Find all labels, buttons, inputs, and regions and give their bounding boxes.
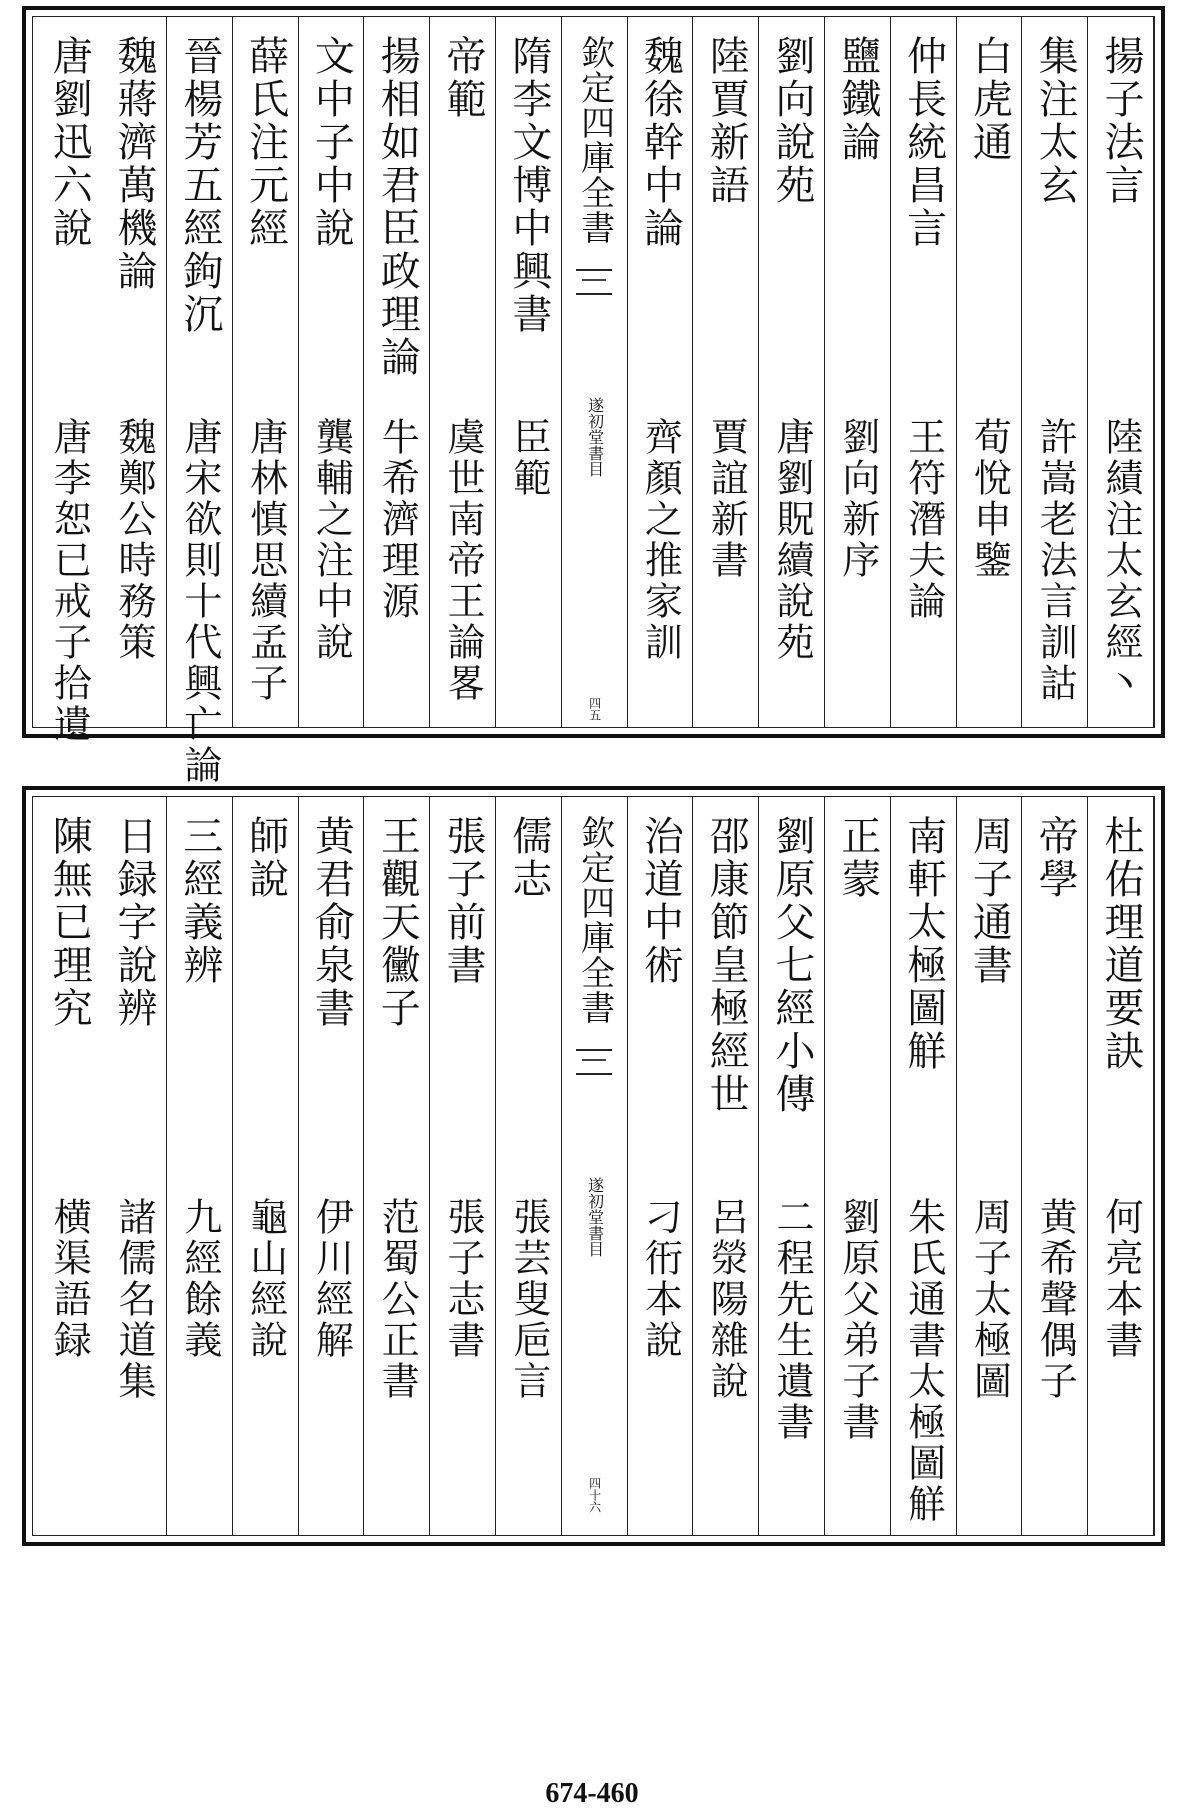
- text-column: [299, 797, 365, 1535]
- book-entry: 劉向新序: [835, 417, 880, 581]
- book-entry: 許嵩老法言訓詁: [1033, 417, 1078, 704]
- book-entry: 帝學: [1032, 815, 1079, 901]
- book-entry: 黄君俞泉書: [308, 815, 355, 1030]
- book-entry: 黄希聲偶子: [1033, 1197, 1078, 1402]
- book-entry: 呂滎陽雜說: [704, 1197, 749, 1402]
- text-column: [430, 797, 496, 1535]
- book-entry: 劉向說苑: [769, 35, 815, 207]
- book-entry: 仲長統昌言: [900, 35, 947, 250]
- bottom-page-panel: [22, 786, 1165, 1546]
- book-entry: 魏鄭公時務策: [112, 417, 156, 663]
- text-column: [233, 797, 299, 1535]
- book-entry: 劉原父弟子書: [835, 1197, 880, 1443]
- text-column: [891, 797, 957, 1535]
- bottom-page-columns: [32, 796, 1155, 1536]
- book-entry: 杜佑理道要訣: [1098, 815, 1144, 1073]
- book-entry: 揚子法言: [1098, 35, 1144, 207]
- book-entry: 魏蔣濟萬機論: [111, 35, 157, 293]
- book-entry: 唐劉貺續說苑: [770, 417, 814, 663]
- folio-number: 四五: [587, 697, 602, 721]
- text-column: [496, 797, 562, 1535]
- text-column: [693, 797, 759, 1535]
- text-column: [1088, 17, 1154, 727]
- book-entry: 隋李文博中興書: [505, 35, 552, 336]
- book-entry: 薛氏注元經: [242, 35, 289, 250]
- fish-tail-mark: [576, 269, 612, 295]
- book-entry: 日録字說辨: [111, 815, 157, 1030]
- book-entry: 周子太極圖: [967, 1197, 1012, 1402]
- book-entry: 横渠語録: [47, 1197, 92, 1361]
- catalog-title: 遂初堂書目: [585, 397, 605, 477]
- book-entry: 白虎通: [966, 35, 1013, 164]
- book-entry: 唐李恕已戒子拾遺: [47, 417, 92, 745]
- book-entry: 荀悅申鑒: [967, 417, 1012, 581]
- text-column: [364, 17, 430, 727]
- book-entry: 虞世南帝王論畧: [441, 417, 485, 704]
- text-column: [101, 797, 167, 1535]
- book-entry: 賈誼新書: [704, 417, 749, 581]
- text-column: [693, 17, 759, 727]
- top-page-panel: [22, 6, 1165, 786]
- book-entry: 唐劉迅六說: [46, 35, 93, 250]
- book-entry: 龜山經說: [243, 1197, 288, 1361]
- book-entry: 三經義辨: [176, 815, 223, 987]
- text-column: [1022, 797, 1088, 1535]
- book-entry: 師說: [242, 815, 289, 901]
- book-entry: 周子通書: [966, 815, 1013, 987]
- book-entry: 九經餘義: [177, 1197, 222, 1361]
- book-entry: 張子志書: [441, 1197, 485, 1361]
- book-entry: 唐宋欲則十代興亡論: [177, 417, 222, 786]
- book-entry: 張子前書: [440, 815, 486, 987]
- book-entry: 朱氏通書太極圖觧: [901, 1197, 946, 1525]
- book-entry: 刁衎本說: [638, 1197, 683, 1361]
- text-column: [364, 797, 430, 1535]
- book-entry: 龔輔之注中說: [309, 417, 354, 663]
- text-column: [1088, 797, 1154, 1535]
- book-title: 欽定四庫全書: [574, 815, 615, 1025]
- book-entry: 鹽鐵論: [834, 35, 881, 164]
- text-column: [1022, 17, 1088, 727]
- text-column: [167, 17, 233, 786]
- book-entry: 陸績注太玄經丶: [1099, 417, 1143, 704]
- book-entry: 何亮本書: [1099, 1197, 1143, 1361]
- book-entry: 集注太玄: [1032, 35, 1079, 207]
- text-column: [35, 17, 101, 745]
- text-column: [628, 17, 694, 727]
- book-entry: 治道中術: [637, 815, 684, 987]
- book-entry: 文中子中說: [308, 35, 355, 250]
- text-column: [167, 797, 233, 1535]
- book-entry: 魏徐幹中論: [637, 35, 684, 250]
- folio-number: 四十六: [587, 1477, 602, 1513]
- book-entry: 張芸叟巵言: [506, 1197, 551, 1402]
- text-column: [759, 17, 825, 727]
- book-entry: 諸儒名道集: [112, 1197, 156, 1402]
- book-entry: 邵康節皇極經世: [703, 815, 750, 1116]
- text-column: [628, 797, 694, 1535]
- book-entry: 揚相如君臣政理論: [374, 35, 421, 379]
- book-entry: 齊顏之推家訓: [638, 417, 683, 663]
- book-entry: 帝範: [440, 35, 486, 121]
- text-column: [957, 17, 1023, 727]
- catalog-title: 遂初堂書目: [585, 1177, 605, 1257]
- book-entry: 正蒙: [834, 815, 881, 901]
- text-column: [496, 17, 562, 727]
- text-column: [101, 17, 167, 727]
- text-column: [825, 17, 891, 727]
- book-entry: 南軒太極圖觧: [900, 815, 947, 1073]
- book-entry: 唐林慎思續孟子: [243, 417, 288, 704]
- text-column: [957, 797, 1023, 1535]
- text-column: [891, 17, 957, 727]
- text-column: [299, 17, 365, 727]
- fish-tail-mark: [576, 1049, 612, 1075]
- page-spine-column: [562, 17, 628, 727]
- text-column: [35, 797, 101, 1535]
- book-entry: 臣範: [506, 417, 551, 499]
- book-entry: 伊川經解: [309, 1197, 354, 1361]
- book-entry: 劉原父七經小傳: [769, 815, 815, 1116]
- book-entry: 儒志: [505, 815, 552, 901]
- book-entry: 牛希濟理源: [375, 417, 420, 622]
- text-column: [825, 797, 891, 1535]
- book-entry: 陳無已理究: [46, 815, 93, 1030]
- top-page-columns: [32, 16, 1155, 786]
- book-entry: 范蜀公正書: [375, 1197, 420, 1402]
- page-number: 674-460: [545, 1778, 639, 1809]
- book-title: 欽定四庫全書: [574, 35, 615, 245]
- text-column: [233, 17, 299, 727]
- book-entry: 晉楊芳五經鉤沉: [176, 35, 223, 336]
- text-column: [430, 17, 496, 727]
- book-entry: 王觀天黴子: [374, 815, 421, 1030]
- text-column: [759, 797, 825, 1535]
- book-entry: 陸賈新語: [703, 35, 750, 207]
- page-spine-column: [562, 797, 628, 1535]
- book-entry: 二程先生遺書: [770, 1197, 814, 1443]
- book-entry: 王符潛夫論: [901, 417, 946, 622]
